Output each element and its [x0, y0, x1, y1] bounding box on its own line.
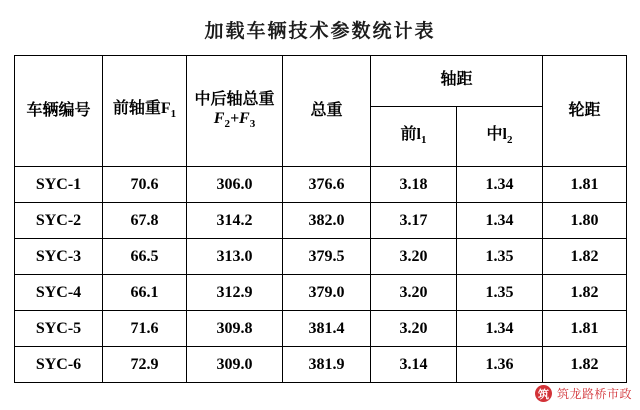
- cell-total-weight: 379.5: [283, 239, 371, 275]
- cell-track-width: 1.81: [543, 167, 627, 203]
- cell-wheelbase-front: 3.18: [371, 167, 457, 203]
- cell-wheelbase-mid: 1.34: [457, 203, 543, 239]
- cell-vehicle-id: SYC-5: [15, 311, 103, 347]
- cell-vehicle-id: SYC-2: [15, 203, 103, 239]
- table-row: [15, 347, 627, 383]
- header-wheelbase-group: 轴距: [371, 56, 543, 107]
- table-container: [0, 55, 640, 383]
- cell-mid-rear-axle-total: 306.0: [187, 167, 283, 203]
- header-wheelbase-mid-subscript: 2: [506, 133, 513, 146]
- table-row: [15, 311, 627, 347]
- cell-mid-rear-axle-total: 313.0: [187, 239, 283, 275]
- cell-wheelbase-mid: 1.35: [457, 275, 543, 311]
- header-mid-rear-axle-total: [187, 56, 283, 167]
- cell-front-axle-weight: 67.8: [103, 203, 187, 239]
- cell-total-weight: 376.6: [283, 167, 371, 203]
- header-front-axle-weight-label: 前轴重F: [112, 100, 171, 118]
- header-wheelbase-front-label: 前l: [400, 125, 421, 143]
- header-total-weight: 总重: [283, 56, 371, 167]
- header-mid-rear-formula-f2: F: [213, 109, 225, 127]
- cell-wheelbase-mid: 1.34: [457, 167, 543, 203]
- cell-wheelbase-mid: 1.34: [457, 311, 543, 347]
- watermark: [535, 385, 632, 402]
- header-front-axle-weight-subscript: 1: [170, 108, 177, 121]
- cell-wheelbase-mid: 1.35: [457, 239, 543, 275]
- header-mid-rear-formula-plus-f3: +F: [229, 109, 250, 127]
- cell-track-width: 1.82: [543, 239, 627, 275]
- cell-wheelbase-front: 3.20: [371, 239, 457, 275]
- cell-front-axle-weight: 66.1: [103, 275, 187, 311]
- cell-mid-rear-axle-total: 309.0: [187, 347, 283, 383]
- cell-wheelbase-front: 3.14: [371, 347, 457, 383]
- cell-total-weight: 381.4: [283, 311, 371, 347]
- header-wheelbase-front-subscript: 1: [420, 133, 427, 146]
- cell-wheelbase-front: 3.20: [371, 311, 457, 347]
- cell-vehicle-id: SYC-6: [15, 347, 103, 383]
- cell-total-weight: 379.0: [283, 275, 371, 311]
- header-vehicle-id: 车辆编号: [15, 56, 103, 167]
- cell-front-axle-weight: 70.6: [103, 167, 187, 203]
- table-row: [15, 275, 627, 311]
- table-row: [15, 239, 627, 275]
- cell-total-weight: 381.9: [283, 347, 371, 383]
- header-wheelbase-mid-label: 中l: [486, 125, 507, 143]
- cell-track-width: 1.80: [543, 203, 627, 239]
- cell-front-axle-weight: 72.9: [103, 347, 187, 383]
- cell-wheelbase-mid: 1.36: [457, 347, 543, 383]
- cell-mid-rear-axle-total: 314.2: [187, 203, 283, 239]
- cell-wheelbase-front: 3.17: [371, 203, 457, 239]
- table-row: [15, 203, 627, 239]
- cell-total-weight: 382.0: [283, 203, 371, 239]
- cell-mid-rear-axle-total: 309.8: [187, 311, 283, 347]
- watermark-logo-icon: 筑: [535, 385, 552, 402]
- header-track-width: 轮距: [543, 56, 627, 167]
- table-header-row-1: [15, 56, 627, 107]
- cell-vehicle-id: SYC-4: [15, 275, 103, 311]
- page-title: 加载车辆技术参数统计表: [204, 21, 436, 42]
- cell-wheelbase-front: 3.20: [371, 275, 457, 311]
- header-mid-rear-formula-sub1: 2: [224, 118, 230, 131]
- cell-vehicle-id: SYC-3: [15, 239, 103, 275]
- watermark-text: 筑龙路桥市政: [556, 387, 632, 401]
- header-wheelbase-front: [371, 106, 457, 166]
- header-mid-rear-formula-sub2: 3: [249, 118, 256, 131]
- cell-track-width: 1.82: [543, 347, 627, 383]
- cell-vehicle-id: SYC-1: [15, 167, 103, 203]
- vehicle-parameters-table: [14, 55, 627, 383]
- header-front-axle-weight: [103, 56, 187, 167]
- header-wheelbase-mid: [457, 106, 543, 166]
- cell-mid-rear-axle-total: 312.9: [187, 275, 283, 311]
- cell-front-axle-weight: 71.6: [103, 311, 187, 347]
- table-row: [15, 167, 627, 203]
- cell-track-width: 1.81: [543, 311, 627, 347]
- header-mid-rear-axle-label: 中后轴总重: [194, 90, 275, 108]
- cell-track-width: 1.82: [543, 275, 627, 311]
- cell-front-axle-weight: 66.5: [103, 239, 187, 275]
